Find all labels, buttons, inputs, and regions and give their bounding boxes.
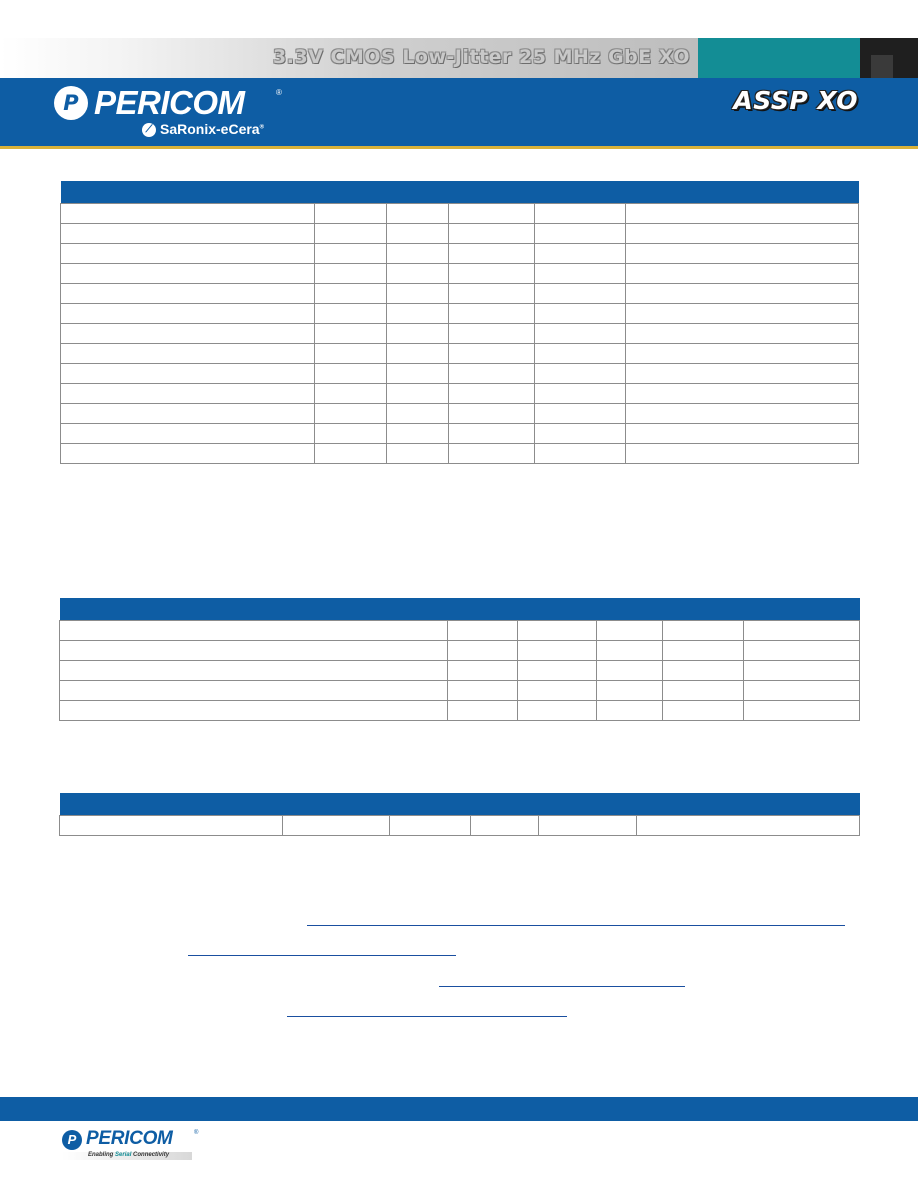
saronix-logo-mark-icon: ⟋ (142, 123, 156, 137)
table-row (61, 264, 859, 284)
table-cell (663, 681, 744, 701)
table-cell (744, 661, 860, 681)
spec-table-1 (60, 181, 859, 464)
table-header-cell (60, 598, 860, 621)
table-cell (61, 444, 315, 464)
footer-pericom-logo (62, 1128, 202, 1168)
table-cell (61, 344, 315, 364)
table-cell (518, 641, 597, 661)
header-gold-rule (0, 146, 918, 149)
table-cell (61, 364, 315, 384)
table-header-cell (61, 181, 859, 204)
table-row (61, 244, 859, 264)
table-cell (626, 344, 859, 364)
table-cell (518, 701, 597, 721)
table-cell (449, 444, 535, 464)
table-cell (535, 304, 626, 324)
table-cell (387, 324, 449, 344)
table-cell (315, 264, 387, 284)
table-cell (449, 384, 535, 404)
table-cell (387, 224, 449, 244)
table-cell (449, 404, 535, 424)
table-cell (518, 681, 597, 701)
table-cell (60, 621, 448, 641)
table-cell (387, 264, 449, 284)
saronix-ecera-wordmark: SaRonix-eCera® (160, 121, 265, 137)
table-row (60, 661, 860, 681)
table-cell (61, 324, 315, 344)
table-cell (387, 424, 449, 444)
table-cell (315, 344, 387, 364)
table-cell (387, 444, 449, 464)
pericom-logo-mark-icon: P (54, 86, 88, 120)
table-cell (535, 364, 626, 384)
table-cell (471, 816, 539, 836)
table-cell (626, 204, 859, 224)
table-row (61, 424, 859, 444)
table-cell (61, 244, 315, 264)
table-cell (448, 681, 518, 701)
table-cell (535, 344, 626, 364)
table-cell (744, 641, 860, 661)
hyperlink-3[interactable] (439, 986, 685, 987)
table-cell (390, 816, 471, 836)
table-cell (60, 661, 448, 681)
table-cell (387, 344, 449, 364)
table-row (60, 641, 860, 661)
table-cell (61, 424, 315, 444)
table-cell (597, 701, 663, 721)
table-cell (448, 641, 518, 661)
table-cell (315, 204, 387, 224)
table-cell (449, 224, 535, 244)
table-cell (626, 444, 859, 464)
table-row (61, 444, 859, 464)
table-cell (315, 424, 387, 444)
table-row (61, 384, 859, 404)
table-row (61, 304, 859, 324)
table-cell (535, 264, 626, 284)
table-cell (387, 404, 449, 424)
table-row (61, 204, 859, 224)
table-cell (539, 816, 637, 836)
table-row (61, 364, 859, 384)
table-cell (315, 284, 387, 304)
table-row (61, 344, 859, 364)
table-cell (60, 641, 448, 661)
table-cell (315, 384, 387, 404)
table-cell (597, 681, 663, 701)
table-cell (387, 364, 449, 384)
footer-tagline: Enabling Serial Connectivity (88, 1152, 170, 1158)
table-cell (315, 324, 387, 344)
table-cell (449, 244, 535, 264)
table-cell (744, 701, 860, 721)
table-row (60, 816, 860, 836)
table-cell (626, 244, 859, 264)
table-cell (449, 284, 535, 304)
table-cell (315, 404, 387, 424)
footer-band (0, 1097, 918, 1121)
table-cell (449, 324, 535, 344)
table-cell (387, 384, 449, 404)
table-cell (626, 404, 859, 424)
pericom-logo (52, 84, 292, 142)
spec-table-3 (59, 793, 860, 836)
table-cell (387, 244, 449, 264)
table-cell (387, 284, 449, 304)
table-cell (626, 224, 859, 244)
table-cell (449, 344, 535, 364)
table-row (60, 701, 860, 721)
table-cell (626, 264, 859, 284)
table-cell (387, 304, 449, 324)
footer-logo-mark-icon: P (62, 1130, 82, 1150)
dark-tab-inner (871, 55, 893, 78)
table-cell (535, 204, 626, 224)
table-cell (535, 424, 626, 444)
table-cell (663, 641, 744, 661)
pericom-logo-wordmark: PERICOM (94, 84, 245, 121)
footer-registered-mark: ® (194, 1130, 199, 1136)
table-cell (626, 324, 859, 344)
table-cell (597, 661, 663, 681)
table-cell (744, 681, 860, 701)
table-cell (535, 284, 626, 304)
hyperlink-4[interactable] (287, 1016, 567, 1017)
footer-logo-wordmark: PERICOM (86, 1128, 173, 1149)
table-cell (283, 816, 390, 836)
document-title: 3.3V CMOS Low-Jitter 25 MHz GbE XO (273, 46, 690, 68)
table-cell (663, 701, 744, 721)
table-cell (626, 304, 859, 324)
table-cell (61, 284, 315, 304)
table-cell (315, 304, 387, 324)
table-cell (315, 224, 387, 244)
hyperlink-1[interactable] (307, 925, 845, 926)
table-row (61, 324, 859, 344)
table-cell (449, 424, 535, 444)
table-row (61, 404, 859, 424)
spec-table-2 (59, 598, 860, 721)
table-cell (535, 404, 626, 424)
table-cell (61, 384, 315, 404)
product-category-label: ASSP XO (733, 86, 858, 115)
table-cell (518, 621, 597, 641)
table-cell (449, 364, 535, 384)
table-cell (315, 364, 387, 384)
table-cell (663, 661, 744, 681)
table-header-cell (60, 793, 860, 816)
table-cell (61, 224, 315, 244)
table-cell (626, 364, 859, 384)
table-cell (449, 204, 535, 224)
table-cell (637, 816, 860, 836)
table-cell (626, 284, 859, 304)
table-cell (535, 444, 626, 464)
table-cell (663, 621, 744, 641)
table-row (60, 621, 860, 641)
table-cell (61, 304, 315, 324)
hyperlink-2[interactable] (188, 955, 456, 956)
table-cell (61, 404, 315, 424)
registered-mark: ® (276, 88, 282, 97)
table-cell (60, 816, 283, 836)
table-header-row (60, 598, 860, 621)
table-cell (387, 204, 449, 224)
table-cell (315, 444, 387, 464)
table-cell (744, 621, 860, 641)
table-cell (535, 384, 626, 404)
table-cell (448, 621, 518, 641)
teal-accent-block (698, 38, 860, 78)
table-cell (597, 641, 663, 661)
table-cell (449, 304, 535, 324)
table-row (60, 681, 860, 701)
table-row (61, 284, 859, 304)
table-cell (448, 661, 518, 681)
table-cell (60, 701, 448, 721)
table-cell (448, 701, 518, 721)
table-header-row (60, 793, 860, 816)
table-cell (626, 384, 859, 404)
table-cell (61, 264, 315, 284)
table-cell (61, 204, 315, 224)
table-cell (535, 224, 626, 244)
table-cell (315, 244, 387, 264)
table-cell (535, 324, 626, 344)
table-cell (535, 244, 626, 264)
table-cell (60, 681, 448, 701)
table-header-row (61, 181, 859, 204)
table-row (61, 224, 859, 244)
table-cell (449, 264, 535, 284)
table-cell (518, 661, 597, 681)
table-cell (597, 621, 663, 641)
table-cell (626, 424, 859, 444)
